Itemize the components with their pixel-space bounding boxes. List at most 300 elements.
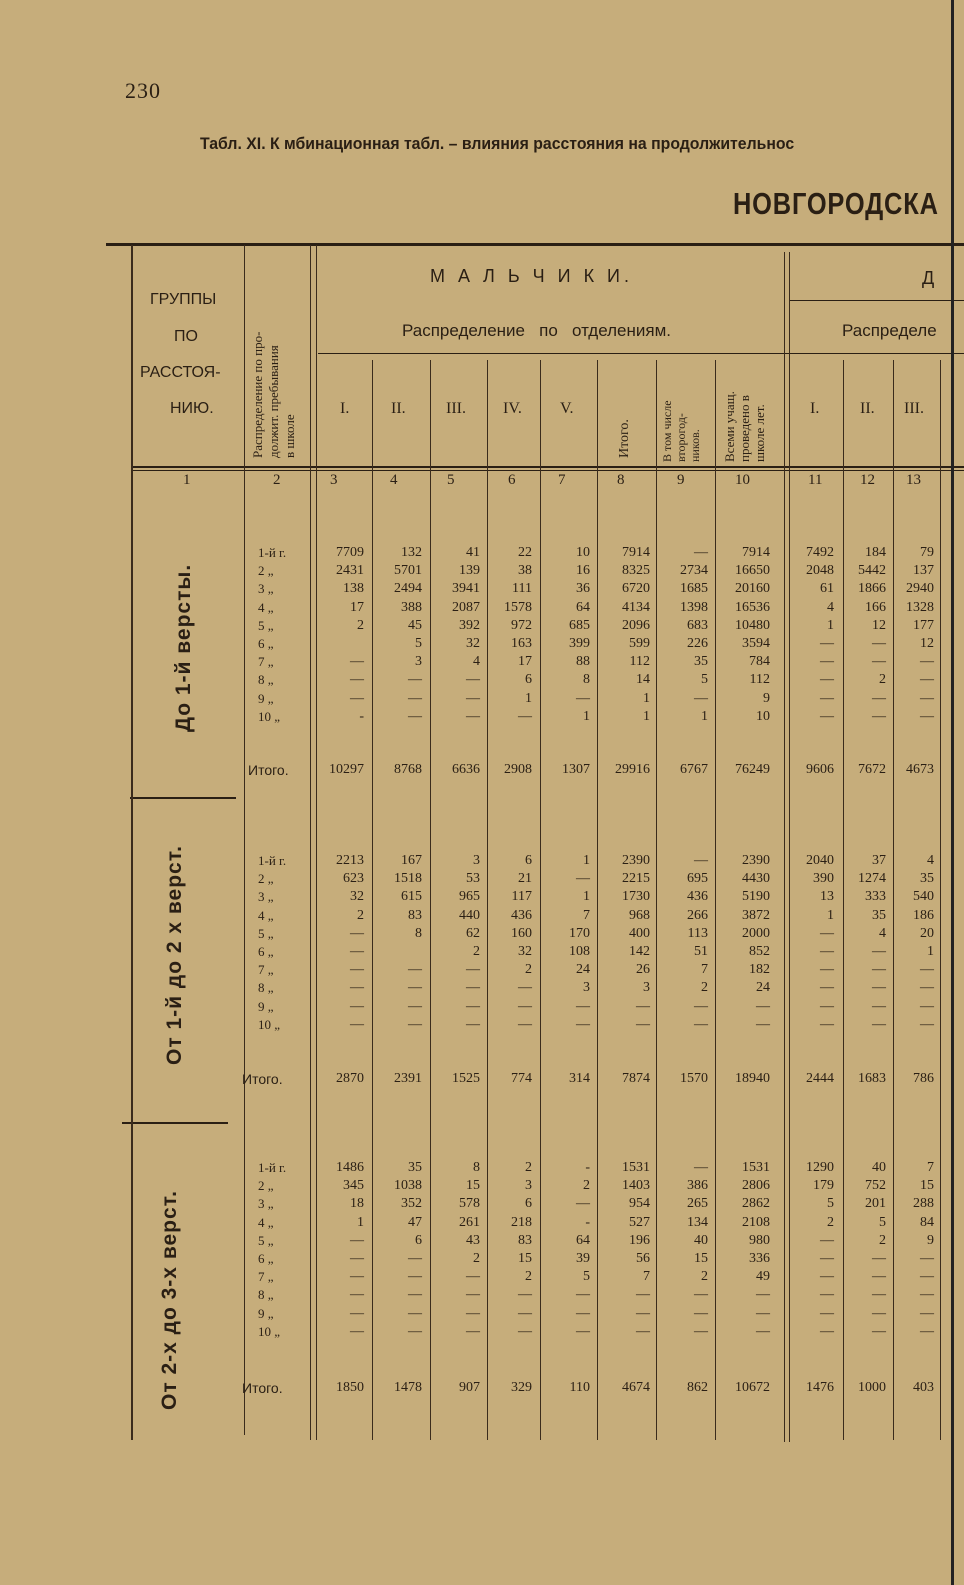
table-cell: 39 xyxy=(576,1251,590,1266)
table-cell: — xyxy=(576,1196,590,1212)
table-cell: 218 xyxy=(511,1214,532,1230)
table-cell: 6 xyxy=(525,672,532,688)
groups-label-line-3: РАССТОЯ- xyxy=(140,364,221,381)
table-cell: 2 xyxy=(827,1214,834,1230)
table-cell: 392 xyxy=(459,617,480,633)
total-cell: 29916 xyxy=(615,762,650,777)
table-cell: 2 xyxy=(357,907,364,923)
table-cell: 35 xyxy=(694,654,708,670)
table-cell: 15 xyxy=(518,1251,532,1266)
table-cell: — xyxy=(694,1323,708,1339)
table-cell: — xyxy=(350,1269,364,1285)
table-cell: — xyxy=(408,1251,422,1266)
table-cell: — xyxy=(518,708,532,724)
table-cell: — xyxy=(636,1287,650,1303)
table-cell: — xyxy=(350,925,364,941)
table-cell: 2390 xyxy=(742,853,770,868)
table-cell: 261 xyxy=(459,1214,480,1230)
table-cell: 51 xyxy=(694,944,708,959)
row-year-label: 4 „ xyxy=(258,1214,274,1230)
table-cell: — xyxy=(820,690,834,706)
table-cell: — xyxy=(408,1305,422,1321)
table-cell: 139 xyxy=(459,563,480,579)
table-cell: — xyxy=(756,1305,770,1321)
table-cell: — xyxy=(408,708,422,724)
top-rule xyxy=(106,243,964,246)
table-cell: 399 xyxy=(569,636,590,651)
total-cell: 9606 xyxy=(806,762,834,777)
table-cell: 2940 xyxy=(906,581,934,597)
table-cell: 2 xyxy=(473,1251,480,1266)
table-cell: 3 xyxy=(583,980,590,996)
table-cell: 41 xyxy=(466,545,480,560)
table-cell: — xyxy=(872,1269,886,1285)
row-year-label: 2 „ xyxy=(258,1178,274,1194)
table-cell: — xyxy=(576,1016,590,1032)
col-line-2 xyxy=(244,245,245,1435)
table-cell: 6 xyxy=(415,1232,422,1248)
table-cell: — xyxy=(872,944,886,959)
row-year-label: 7 „ xyxy=(258,962,274,978)
table-cell: — xyxy=(466,672,480,688)
table-cell: — xyxy=(820,980,834,996)
table-cell: 1403 xyxy=(622,1178,650,1194)
column-number-10: 10 xyxy=(735,472,750,488)
table-cell: 440 xyxy=(459,907,480,923)
table-cell: — xyxy=(872,1251,886,1266)
table-cell: — xyxy=(636,1305,650,1321)
table-cell: — xyxy=(518,980,532,996)
table-cell: — xyxy=(518,1287,532,1303)
table-cell: 1274 xyxy=(858,871,886,887)
total-row-label: Итого. xyxy=(248,762,289,778)
table-cell: 1398 xyxy=(680,599,708,615)
table-cell: 2 xyxy=(701,980,708,996)
table-cell: 20160 xyxy=(735,581,770,597)
table-cell: — xyxy=(350,1305,364,1321)
table-cell: — xyxy=(694,1287,708,1303)
table-cell: 2040 xyxy=(806,853,834,868)
column-number-11: 11 xyxy=(808,472,823,488)
table-cell: 400 xyxy=(629,925,650,941)
table-cell: - xyxy=(585,1214,590,1230)
table-cell: 954 xyxy=(629,1196,650,1212)
table-cell: 38 xyxy=(518,563,532,579)
table-cell: 3941 xyxy=(452,581,480,597)
total-cell: 1525 xyxy=(452,1071,480,1086)
table-cell: — xyxy=(820,636,834,651)
table-cell: — xyxy=(408,980,422,996)
table-cell: 7 xyxy=(701,962,708,978)
table-cell: — xyxy=(820,672,834,688)
table-cell: — xyxy=(466,1287,480,1303)
table-cell: — xyxy=(576,690,590,706)
table-cell: — xyxy=(872,654,886,670)
table-cell: 10480 xyxy=(735,617,770,633)
table-cell: — xyxy=(350,654,364,670)
table-cell: 17 xyxy=(350,599,364,615)
total-cell: 1683 xyxy=(858,1071,886,1086)
total-cell: 1478 xyxy=(394,1380,422,1395)
total-cell: 7874 xyxy=(622,1071,650,1086)
table-cell: 980 xyxy=(749,1232,770,1248)
table-cell: — xyxy=(466,690,480,706)
table-cell: 345 xyxy=(343,1178,364,1194)
total-cell: 10672 xyxy=(735,1380,770,1395)
table-cell: 2048 xyxy=(806,563,834,579)
column-number-8: 8 xyxy=(617,472,625,488)
table-title: Табл. XI. К мбинационная табл. – влияния расстояния на продолжительнос xyxy=(200,134,795,153)
table-cell: — xyxy=(694,853,708,868)
col-header-IV: IV. xyxy=(503,400,522,417)
total-cell: 7672 xyxy=(858,762,886,777)
table-cell: — xyxy=(820,1287,834,1303)
table-cell: 64 xyxy=(576,1232,590,1248)
table-cell: — xyxy=(466,1269,480,1285)
total-cell: 10297 xyxy=(329,762,364,777)
total-cell: 329 xyxy=(511,1380,532,1395)
table-cell: 117 xyxy=(511,889,532,905)
table-cell: 62 xyxy=(466,925,480,941)
table-cell: 6 xyxy=(525,1196,532,1212)
table-cell: 113 xyxy=(687,925,708,941)
table-cell: — xyxy=(920,962,934,978)
table-cell: 182 xyxy=(749,962,770,978)
table-cell: 436 xyxy=(687,889,708,905)
table-cell: — xyxy=(820,944,834,959)
table-cell: 170 xyxy=(569,925,590,941)
table-cell: — xyxy=(820,1323,834,1339)
table-cell: 2 xyxy=(525,962,532,978)
table-cell: — xyxy=(872,980,886,996)
group-divider-1 xyxy=(130,797,236,799)
table-cell: 752 xyxy=(865,1178,886,1194)
group-label: До 1-й версты. xyxy=(172,563,195,732)
total-cell: 2870 xyxy=(336,1071,364,1086)
table-cell: — xyxy=(820,1269,834,1285)
girls-col-header-I: I. xyxy=(810,400,820,417)
table-cell: 37 xyxy=(872,853,886,868)
groups-label-line-2: ПО xyxy=(174,328,198,345)
table-cell: — xyxy=(350,690,364,706)
girls-rule xyxy=(790,300,964,301)
group-divider-2 xyxy=(122,1122,228,1124)
table-cell: 7 xyxy=(583,907,590,923)
table-cell: 1328 xyxy=(906,599,934,615)
table-cell: 6720 xyxy=(622,581,650,597)
row-year-label: 1-й г. xyxy=(258,853,287,868)
table-cell: 2862 xyxy=(742,1196,770,1212)
table-cell: 53 xyxy=(466,871,480,887)
table-cell: — xyxy=(872,1323,886,1339)
table-cell: — xyxy=(408,1269,422,1285)
row-year-label: 9 „ xyxy=(258,998,274,1014)
table-cell: 112 xyxy=(629,654,650,670)
column-number-3: 3 xyxy=(330,472,338,488)
table-cell: — xyxy=(872,1305,886,1321)
table-cell: 5 xyxy=(701,672,708,688)
col-header-III: III. xyxy=(446,400,466,417)
table-cell: — xyxy=(350,998,364,1014)
table-cell: 36 xyxy=(576,581,590,597)
col2-header xyxy=(250,332,298,458)
table-cell: — xyxy=(408,1323,422,1339)
table-cell: 2215 xyxy=(622,871,650,887)
row-year-label: 1-й г. xyxy=(258,1160,287,1175)
girls-col-header-III: III. xyxy=(904,400,924,417)
table-cell: 35 xyxy=(920,871,934,887)
header-rule xyxy=(132,466,964,468)
table-cell: 56 xyxy=(636,1251,650,1266)
table-cell: — xyxy=(466,998,480,1014)
table-cell: 61 xyxy=(820,581,834,597)
table-cell: 7709 xyxy=(336,545,364,560)
table-cell: 167 xyxy=(401,853,422,868)
table-cell: 9 xyxy=(763,690,770,706)
col-line-14 xyxy=(940,360,941,1440)
table-cell: — xyxy=(350,1016,364,1032)
table-cell: 2 xyxy=(583,1178,590,1194)
table-cell: — xyxy=(920,654,934,670)
table-cell: 965 xyxy=(459,889,480,905)
table-cell: 45 xyxy=(408,617,422,633)
total-cell: 76249 xyxy=(735,762,770,777)
col2-header-line-3: в школе xyxy=(282,414,297,458)
table-cell: — xyxy=(920,1016,934,1032)
total-cell: 314 xyxy=(569,1071,590,1086)
table-cell: 8 xyxy=(415,925,422,941)
col9-line-2: второгод- xyxy=(674,413,688,462)
col-header-years xyxy=(722,391,767,462)
table-cell: 352 xyxy=(401,1196,422,1212)
table-cell: 5 xyxy=(583,1269,590,1285)
table-cell: 3 xyxy=(415,654,422,670)
table-cell: 2806 xyxy=(742,1178,770,1194)
table-cell: 83 xyxy=(408,907,422,923)
table-cell: — xyxy=(872,1016,886,1032)
table-cell: - xyxy=(585,1160,590,1175)
table-cell: — xyxy=(466,1323,480,1339)
table-cell: 615 xyxy=(401,889,422,905)
table-cell: — xyxy=(466,708,480,724)
table-cell: — xyxy=(576,1323,590,1339)
page-edge xyxy=(951,0,954,1585)
table-cell: — xyxy=(820,1016,834,1032)
table-cell: 32 xyxy=(350,889,364,905)
table-cell: 8325 xyxy=(622,563,650,579)
total-cell: 8768 xyxy=(394,762,422,777)
table-cell: 599 xyxy=(629,636,650,651)
table-cell: 32 xyxy=(518,944,532,959)
table-cell: 22 xyxy=(518,545,532,560)
row-year-label: 8 „ xyxy=(258,980,274,996)
table-cell: 5 xyxy=(879,1214,886,1230)
table-cell: — xyxy=(756,1323,770,1339)
row-year-label: 6 „ xyxy=(258,944,274,959)
girls-distribution-heading: Распределе xyxy=(842,321,937,340)
table-cell: 83 xyxy=(518,1232,532,1248)
table-cell: 2108 xyxy=(742,1214,770,1230)
table-cell: 32 xyxy=(466,636,480,651)
table-cell: 35 xyxy=(872,907,886,923)
table-cell: 3 xyxy=(643,980,650,996)
table-cell: 695 xyxy=(687,871,708,887)
row-year-label: 5 „ xyxy=(258,1232,274,1248)
table-cell: 5 xyxy=(415,636,422,651)
table-cell: 540 xyxy=(913,889,934,905)
table-cell: 108 xyxy=(569,944,590,959)
table-cell: 137 xyxy=(913,563,934,579)
total-cell: 862 xyxy=(687,1380,708,1395)
total-row-label: Итого. xyxy=(242,1071,283,1087)
table-cell: 49 xyxy=(756,1269,770,1285)
table-cell: 2494 xyxy=(394,581,422,597)
table-cell: 7914 xyxy=(622,545,650,560)
table-cell: 186 xyxy=(913,907,934,923)
table-cell: — xyxy=(408,672,422,688)
table-cell: — xyxy=(636,998,650,1014)
row-year-label: 1-й г. xyxy=(258,545,287,560)
table-cell: 21 xyxy=(518,871,532,887)
table-cell: — xyxy=(694,545,708,560)
table-cell: 2 xyxy=(879,1232,886,1248)
total-cell: 1850 xyxy=(336,1380,364,1395)
col-header-V: V. xyxy=(560,400,574,417)
total-cell: 2391 xyxy=(394,1071,422,1086)
table-cell: 1531 xyxy=(622,1160,650,1175)
table-cell: — xyxy=(694,1016,708,1032)
table-cell: 1578 xyxy=(504,599,532,615)
table-cell: 16 xyxy=(576,563,590,579)
table-cell: 386 xyxy=(687,1178,708,1194)
table-cell: — xyxy=(350,672,364,688)
table-cell: — xyxy=(756,998,770,1014)
table-cell: 112 xyxy=(749,672,770,688)
region-heading: НОВГОРОДСКА xyxy=(733,186,939,221)
table-cell: 784 xyxy=(749,654,770,670)
col10-line-2: проведено в xyxy=(737,395,752,462)
total-cell: 6636 xyxy=(452,762,480,777)
table-cell: — xyxy=(872,708,886,724)
table-cell: 1 xyxy=(357,1214,364,1230)
table-cell: — xyxy=(920,690,934,706)
table-cell: 968 xyxy=(629,907,650,923)
row-year-label: 9 „ xyxy=(258,690,274,706)
table-cell: 196 xyxy=(629,1232,650,1248)
table-cell: 2734 xyxy=(680,563,708,579)
table-cell: - xyxy=(359,708,364,724)
row-year-label: 4 „ xyxy=(258,907,274,923)
table-cell: 26 xyxy=(636,962,650,978)
table-cell: — xyxy=(920,998,934,1014)
boys-heading: М А Л Ь Ч И К И. xyxy=(430,266,633,286)
table-cell: 1730 xyxy=(622,889,650,905)
total-cell: 110 xyxy=(569,1380,590,1395)
table-cell: 2 xyxy=(525,1269,532,1285)
table-cell: 47 xyxy=(408,1214,422,1230)
table-cell: 1 xyxy=(927,944,934,959)
table-cell: 226 xyxy=(687,636,708,651)
total-cell: 1307 xyxy=(562,762,590,777)
table-cell: — xyxy=(350,1323,364,1339)
table-cell: 2 xyxy=(357,617,364,633)
table-cell: 2 xyxy=(473,944,480,959)
table-cell: — xyxy=(694,1160,708,1175)
table-cell: 4 xyxy=(927,853,934,868)
table-cell: 390 xyxy=(813,871,834,887)
row-year-label: 2 „ xyxy=(258,563,274,579)
table-cell: 12 xyxy=(872,617,886,633)
table-cell: 132 xyxy=(401,545,422,560)
table-cell: 24 xyxy=(576,962,590,978)
table-cell: 24 xyxy=(756,980,770,996)
table-cell: 184 xyxy=(865,545,886,560)
table-cell: 2 xyxy=(879,672,886,688)
header-rule-2 xyxy=(132,470,964,471)
table-cell: 1 xyxy=(525,690,532,706)
table-cell: 18 xyxy=(350,1196,364,1212)
table-cell: 1 xyxy=(827,907,834,923)
table-cell: — xyxy=(820,998,834,1014)
table-cell: — xyxy=(820,962,834,978)
table-cell: — xyxy=(518,1305,532,1321)
table-cell: 336 xyxy=(749,1251,770,1266)
table-cell: 7492 xyxy=(806,545,834,560)
table-cell: 8 xyxy=(473,1160,480,1175)
table-cell: — xyxy=(756,1287,770,1303)
table-cell: — xyxy=(408,998,422,1014)
table-cell: 1038 xyxy=(394,1178,422,1194)
table-cell: 1 xyxy=(583,853,590,868)
table-cell: 111 xyxy=(512,581,532,597)
table-cell: 17 xyxy=(518,654,532,670)
table-cell: 4430 xyxy=(742,871,770,887)
row-year-label: 6 „ xyxy=(258,636,274,651)
table-cell: 685 xyxy=(569,617,590,633)
girls-col-header-II: II. xyxy=(860,400,875,417)
total-cell: 1476 xyxy=(806,1380,834,1395)
table-cell: 5 xyxy=(827,1196,834,1212)
total-cell: 6767 xyxy=(680,762,708,777)
table-cell: 84 xyxy=(920,1214,934,1230)
table-cell: — xyxy=(694,998,708,1014)
table-cell: 288 xyxy=(913,1196,934,1212)
table-cell: 166 xyxy=(865,599,886,615)
table-cell: — xyxy=(576,1287,590,1303)
table-cell: 2 xyxy=(701,1269,708,1285)
total-cell: 2908 xyxy=(504,762,532,777)
row-year-label: 7 „ xyxy=(258,654,274,670)
table-cell: 527 xyxy=(629,1214,650,1230)
table-cell: — xyxy=(576,1305,590,1321)
table-cell: — xyxy=(408,1016,422,1032)
table-cell: — xyxy=(820,708,834,724)
col2-header-line-1: Распределение по про- xyxy=(250,331,265,458)
table-cell: — xyxy=(920,1287,934,1303)
table-cell: 2 xyxy=(525,1160,532,1175)
table-cell: — xyxy=(636,1016,650,1032)
row-year-label: 5 „ xyxy=(258,925,274,941)
table-cell: — xyxy=(920,1251,934,1266)
table-cell: 12 xyxy=(920,636,934,651)
table-cell: — xyxy=(466,962,480,978)
table-cell: 1290 xyxy=(806,1160,834,1175)
table-cell: 4 xyxy=(473,654,480,670)
table-cell: — xyxy=(756,1016,770,1032)
table-cell: — xyxy=(350,962,364,978)
girls-heading: Д xyxy=(922,268,935,288)
table-cell: 1 xyxy=(583,708,590,724)
